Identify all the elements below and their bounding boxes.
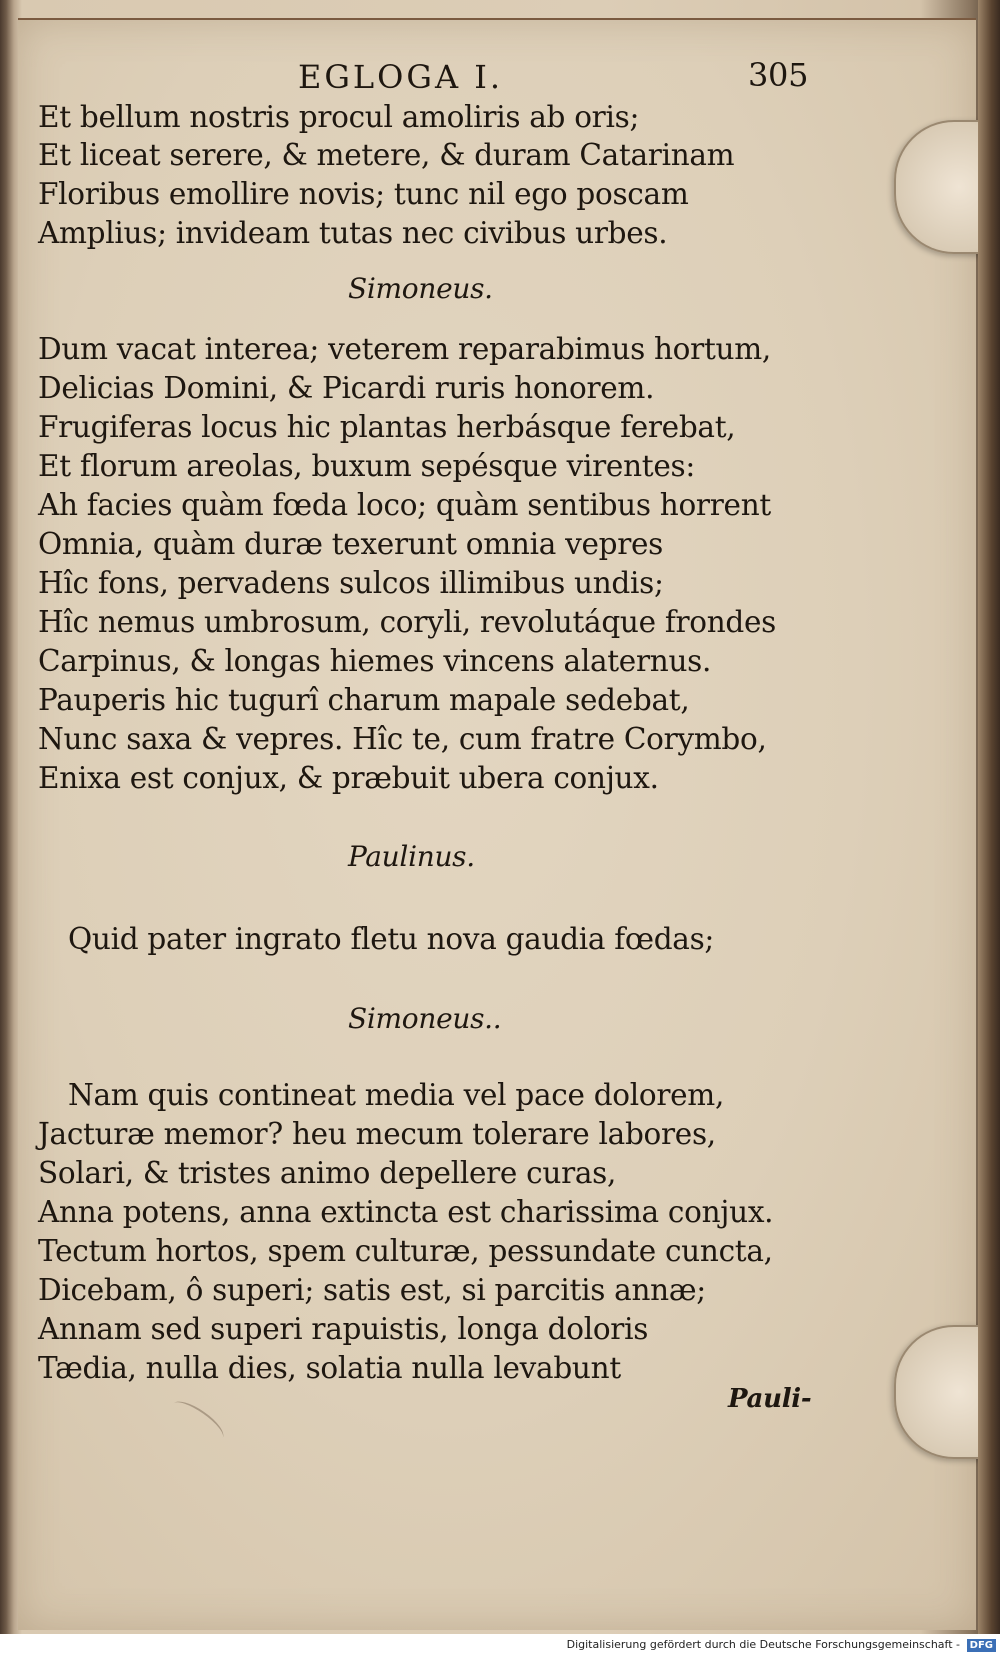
verse-line: Nam quis contineat media vel pace dolorem, [68,1078,725,1112]
folio-number: 305 [748,56,809,94]
verse-line: Tædia, nulla dies, solatia nulla levabunt [38,1351,621,1385]
verse-line: Carpinus, & longas hiemes vincens alaternus. [38,644,712,678]
verse-line: Frugiferas locus hic plantas herbásque ferebat, [38,410,736,444]
speaker-name: Paulinus. [348,840,475,873]
verse-line: Dicebam, ô superi; satis est, si parcitis annæ; [38,1273,706,1307]
verse-line: Et liceat serere, & metere, & duram Catarinam [38,138,735,172]
verse-line: Hîc nemus umbrosum, coryli, revolutáque frondes [38,605,777,639]
verse-line: Et bellum nostris procul amoliris ab oris; [38,100,640,134]
page-text [18,20,976,1630]
catchword: Pauli- [728,1384,812,1414]
verse-line: Pauperis hic tugurî charum mapale sedebat, [38,683,690,717]
verse-line: Enixa est conjux, & præbuit ubera conjux. [38,761,659,795]
book-edge [978,0,1000,1654]
verse-line: Quid pater ingrato fletu nova gaudia fœdas; [68,922,715,956]
verse-line: Et florum areolas, buxum sepésque virentes: [38,449,695,483]
verse-line: Omnia, quàm duræ texerunt omnia vepres [38,527,664,561]
verse-line: Anna potens, anna extincta est charissima conjux. [38,1195,774,1229]
verse-line: Jacturæ memor? heu mecum tolerare labores, [38,1117,716,1151]
verse-line: Nunc saxa & vepres. Hîc te, cum fratre Corymbo, [38,722,767,756]
verse-line: Tectum hortos, spem culturæ, pessundate cuncta, [38,1234,773,1268]
page-paper [18,18,976,1630]
dfg-logo: DFG [967,1639,996,1652]
verse-line: Ah facies quàm fœda loco; quàm sentibus horrent [38,488,771,522]
verse-line: Amplius; invideam tutas nec civibus urbes. [38,216,668,250]
footer-strip [0,1634,1000,1654]
verse-line: Annam sed superi rapuistis, longa doloris [38,1312,649,1346]
verse-line: Dum vacat interea; veterem reparabimus hortum, [38,332,771,366]
speaker-name: Simoneus. [348,272,493,305]
verse-line: Delicias Domini, & Picardi ruris honorem. [38,371,655,405]
verse-line: Solari, & tristes animo depellere curas, [38,1156,617,1190]
speaker-name: Simoneus.. [348,1002,502,1035]
digitization-credit: Digitalisierung gefördert durch die Deutsche Forschungsgemeinschaft - [566,1638,960,1651]
running-head: EGLOGA I. [298,58,504,96]
verse-line: Hîc fons, pervadens sulcos illimibus undis; [38,566,664,600]
verse-line: Floribus emollire novis; tunc nil ego poscam [38,177,689,211]
